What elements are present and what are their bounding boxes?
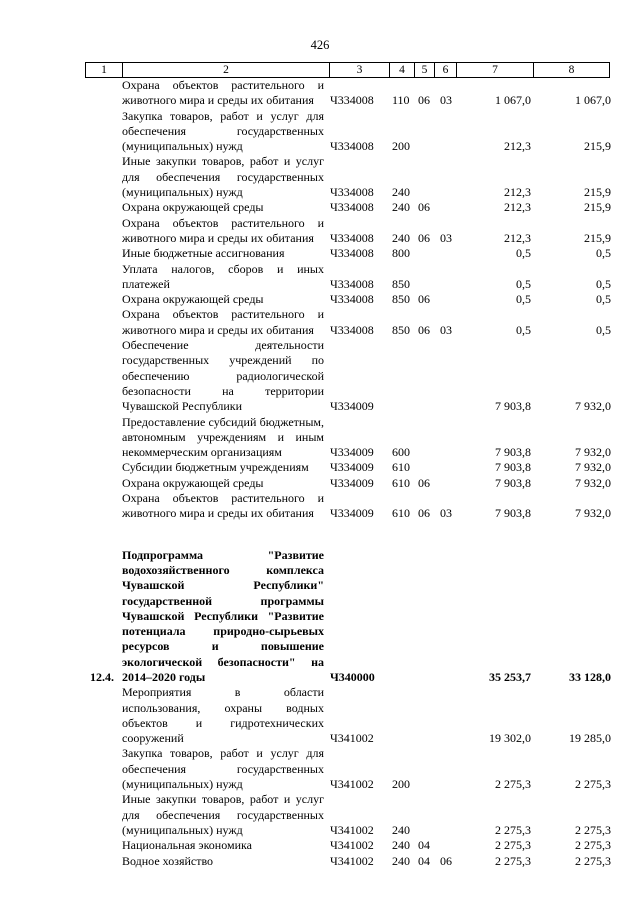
amount-year-1: 212,3 — [504, 185, 531, 200]
table-row — [0, 491, 640, 522]
table-row — [0, 246, 640, 261]
section-code: 04 — [418, 853, 430, 868]
amount-year-1: 212,3 — [504, 230, 531, 245]
table-row — [0, 685, 640, 746]
target-article-code: Ч334008 — [330, 276, 374, 291]
expense-type: 850 — [392, 276, 410, 291]
section-code: 06 — [418, 292, 430, 307]
section-code: 06 — [418, 93, 430, 108]
target-article-code: Ч334009 — [330, 475, 374, 490]
row-spacer — [0, 522, 640, 548]
section-code: 06 — [418, 506, 430, 521]
amount-year-1: 0,5 — [516, 276, 531, 291]
section-code: 04 — [418, 838, 430, 853]
table-row — [0, 338, 640, 414]
header-cell-6: 6 — [435, 63, 457, 77]
amount-year-2: 0,5 — [596, 322, 611, 337]
row-name: Водное хозяйство — [122, 853, 214, 868]
target-article-code: Ч341002 — [330, 731, 374, 746]
row-name: Подпрограмма "Развитие водохозяйственного комплекса Чувашской Республики" государственной программы Чувашской Республики "Развитие потенциала природно-сырьевых ресурсов и повышение экологической безопасности" на 2014–2020 годы — [122, 547, 324, 684]
amount-year-1: 7 903,8 — [495, 475, 531, 490]
table-row — [0, 292, 640, 307]
amount-year-1: 2 275,3 — [495, 838, 531, 853]
target-article-code: Ч334008 — [330, 200, 374, 215]
row-name: Предоставление субсидий бюджетным, автономным учреждениям и иным некоммерческим организациям — [122, 414, 324, 460]
amount-year-1: 212,3 — [504, 200, 531, 215]
table-row — [0, 216, 640, 247]
expense-type: 610 — [392, 475, 410, 490]
target-article-code: Ч334009 — [330, 506, 374, 521]
header-cell-3: 3 — [330, 63, 390, 77]
row-name: Закупка товаров, работ и услуг для обеспечения государственных (муниципальных) нужд — [122, 108, 324, 154]
row-name: Иные бюджетные ассигнования — [122, 246, 285, 261]
expense-type: 240 — [392, 838, 410, 853]
row-name: Иные закупки товаров, работ и услуг для обеспечения государственных (муниципальных) нужд — [122, 154, 324, 200]
amount-year-2: 0,5 — [596, 292, 611, 307]
expense-type: 240 — [392, 822, 410, 837]
amount-year-1: 0,5 — [516, 292, 531, 307]
amount-year-2: 0,5 — [596, 246, 611, 261]
header-cell-8: 8 — [568, 64, 575, 76]
amount-year-1: 2 275,3 — [495, 822, 531, 837]
section-code: 06 — [418, 200, 430, 215]
amount-year-2: 7 932,0 — [575, 399, 611, 414]
subsection-code: 03 — [440, 322, 452, 337]
expense-type: 800 — [392, 246, 410, 261]
amount-year-2: 7 932,0 — [575, 506, 611, 521]
expense-type: 110 — [392, 93, 410, 108]
amount-year-1: 2 275,3 — [495, 777, 531, 792]
table-row — [0, 109, 640, 155]
amount-year-2: 19 285,0 — [569, 731, 611, 746]
target-article-code: Ч340000 — [330, 669, 375, 684]
expense-type: 600 — [392, 445, 410, 460]
amount-year-2: 33 128,0 — [569, 669, 611, 684]
target-article-code: Ч334009 — [330, 460, 374, 475]
amount-year-2: 2 275,3 — [575, 777, 611, 792]
row-name: Охрана объектов растительного и животного мира и среды их обитания — [122, 307, 324, 337]
amount-year-2: 7 932,0 — [575, 460, 611, 475]
amount-year-1: 7 903,8 — [495, 460, 531, 475]
amount-year-1: 7 903,8 — [495, 445, 531, 460]
target-article-code: Ч334008 — [330, 230, 374, 245]
row-name: Обеспечение деятельности государственных учреждений по обеспечению радиологической безопасности на территории Чувашской Республики — [122, 338, 324, 414]
expense-type: 610 — [392, 460, 410, 475]
amount-year-2: 0,5 — [596, 276, 611, 291]
table-row — [0, 200, 640, 215]
amount-year-1: 2 275,3 — [495, 853, 531, 868]
amount-year-1: 7 903,8 — [495, 399, 531, 414]
table-row — [0, 460, 640, 475]
subsection-code: 03 — [440, 506, 452, 521]
expense-type: 240 — [392, 185, 410, 200]
expense-type: 200 — [392, 139, 410, 154]
expense-type: 240 — [392, 230, 410, 245]
section-code: 06 — [418, 322, 430, 337]
subsection-code: 03 — [440, 93, 452, 108]
target-article-code: Ч334008 — [330, 322, 374, 337]
header-cell-1: 1 — [86, 63, 123, 77]
expense-type: 610 — [392, 506, 410, 521]
table-row — [0, 838, 640, 853]
amount-year-1: 7 903,8 — [495, 506, 531, 521]
row-name: Мероприятия в области использования, охраны водных объектов и гидротехнических сооружений — [122, 685, 324, 746]
subsection-code: 03 — [440, 230, 452, 245]
table-row — [0, 854, 640, 869]
row-name: Уплата налогов, сборов и иных платежей — [122, 261, 324, 291]
amount-year-2: 2 275,3 — [575, 853, 611, 868]
amount-year-1: 0,5 — [516, 246, 531, 261]
table-row — [0, 307, 640, 338]
section-code: 06 — [418, 475, 430, 490]
table-row — [0, 415, 640, 461]
amount-year-1: 212,3 — [504, 139, 531, 154]
row-name: Охрана окружающей среды — [122, 292, 264, 307]
table-row — [0, 746, 640, 792]
row-name: Национальная экономика — [122, 838, 252, 853]
amount-year-2: 7 932,0 — [575, 445, 611, 460]
expense-type: 240 — [392, 853, 410, 868]
table-row — [0, 262, 640, 293]
table-row — [0, 476, 640, 491]
amount-year-2: 2 275,3 — [575, 838, 611, 853]
table-row — [0, 78, 640, 109]
target-article-code: Ч334008 — [330, 292, 374, 307]
header-cell-2: 2 — [123, 63, 330, 77]
amount-year-2: 215,9 — [584, 185, 611, 200]
expense-type: 850 — [392, 322, 410, 337]
target-article-code: Ч341002 — [330, 853, 374, 868]
row-name: Закупка товаров, работ и услуг для обеспечения государственных (муниципальных) нужд — [122, 746, 324, 792]
header-cell-5: 5 — [415, 63, 435, 77]
table-row — [0, 548, 640, 686]
target-article-code: Ч334009 — [330, 445, 374, 460]
row-name: Охрана окружающей среды — [122, 475, 264, 490]
amount-year-2: 2 275,3 — [575, 822, 611, 837]
expense-type: 850 — [392, 292, 410, 307]
target-article-code: Ч334008 — [330, 185, 374, 200]
amount-year-1: 19 302,0 — [489, 731, 531, 746]
table-row — [0, 154, 640, 200]
amount-year-1: 35 253,7 — [489, 669, 531, 684]
row-name: Охрана объектов растительного и животного мира и среды их обитания — [122, 491, 324, 521]
table-row — [0, 792, 640, 838]
amount-year-1: 1 067,0 — [495, 93, 531, 108]
section-code: 06 — [418, 230, 430, 245]
target-article-code: Ч341002 — [330, 777, 374, 792]
amount-year-2: 7 932,0 — [575, 475, 611, 490]
row-number: 12.4. — [90, 669, 114, 684]
target-article-code: Ч334009 — [330, 399, 374, 414]
row-name: Иные закупки товаров, работ и услуг для обеспечения государственных (муниципальных) нужд — [122, 792, 324, 837]
expense-type: 240 — [392, 200, 410, 215]
row-name: Охрана объектов растительного и животного мира и среды их обитания — [122, 78, 324, 108]
target-article-code: Ч334008 — [330, 139, 374, 154]
header-cell-4: 4 — [390, 63, 415, 77]
page-number: 426 — [310, 38, 330, 52]
subsection-code: 06 — [440, 853, 452, 868]
target-article-code: Ч334008 — [330, 246, 374, 261]
amount-year-2: 215,9 — [584, 200, 611, 215]
amount-year-2: 215,9 — [584, 230, 611, 245]
budget-table-body — [0, 78, 640, 869]
row-name: Охрана объектов растительного и животного мира и среды их обитания — [122, 215, 324, 245]
target-article-code: Ч341002 — [330, 822, 374, 837]
target-article-code: Ч334008 — [330, 93, 374, 108]
target-article-code: Ч341002 — [330, 838, 374, 853]
amount-year-2: 1 067,0 — [575, 93, 611, 108]
amount-year-1: 0,5 — [516, 322, 531, 337]
amount-year-2: 215,9 — [584, 139, 611, 154]
header-cell-7: 7 — [457, 63, 534, 77]
row-name: Субсидии бюджетным учреждениям — [122, 460, 309, 475]
table-header — [85, 62, 610, 78]
row-name: Охрана окружающей среды — [122, 200, 264, 215]
expense-type: 200 — [392, 777, 410, 792]
